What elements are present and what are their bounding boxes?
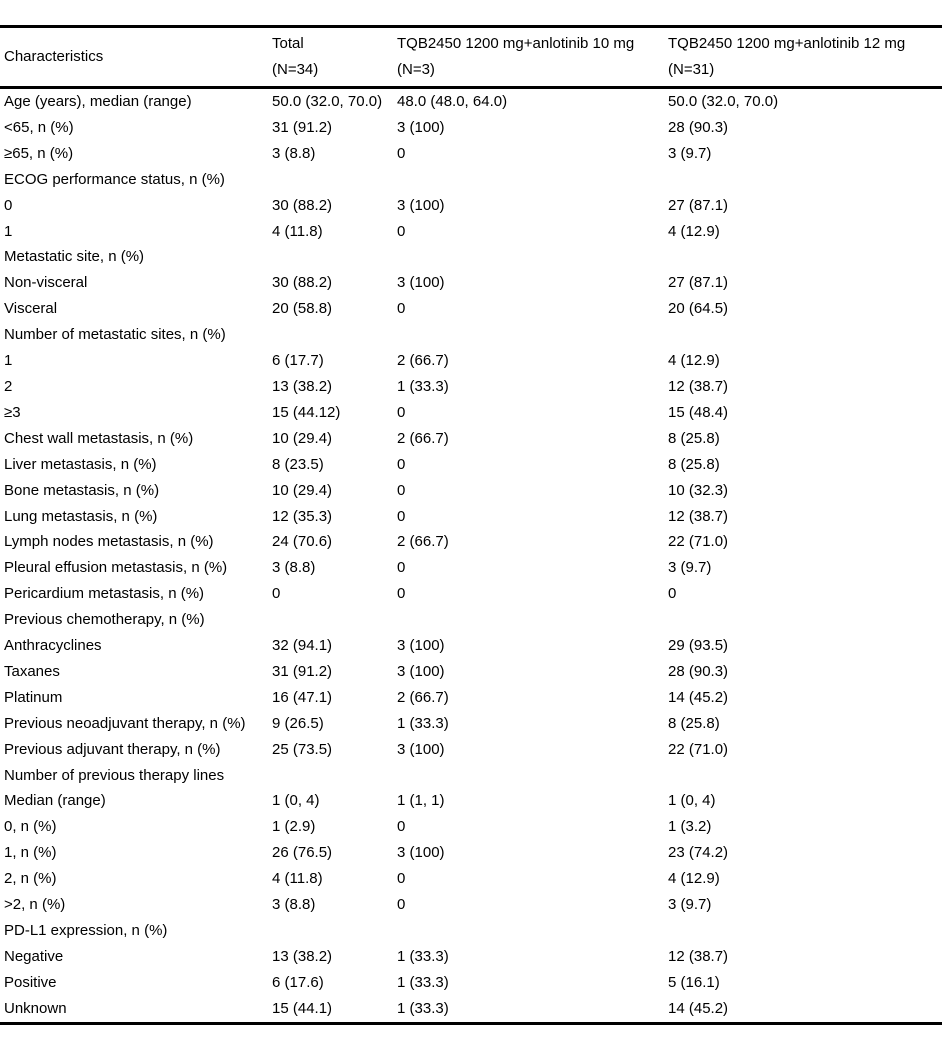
total-value-cell: 3 (8.8) (272, 559, 316, 577)
arm10-value-cell: 3 (100) (397, 196, 445, 214)
arm10-value-cell: 0 (397, 403, 406, 421)
arm10-value-cell: 3 (100) (397, 637, 445, 655)
arm12-value-cell: 4 (12.9) (668, 870, 720, 888)
total-value-cell: 10 (29.4) (272, 429, 333, 447)
table-header (0, 27, 942, 88)
table-row (0, 88, 942, 115)
total-value-cell: 4 (11.8) (272, 870, 323, 888)
characteristic-cell: Non-visceral (4, 274, 88, 292)
characteristic-cell: Visceral (4, 300, 58, 318)
arm10-value-cell: 48.0 (48.0, 64.0) (397, 93, 508, 110)
table-row (0, 788, 942, 814)
total-value-cell: 0 (272, 585, 281, 603)
table-row (0, 996, 942, 1023)
total-value-cell: 15 (44.12) (272, 403, 341, 421)
total-value-cell: 9 (26.5) (272, 714, 324, 732)
header-arm12-line2: (N=31) (668, 61, 715, 78)
table-row (0, 219, 942, 245)
total-value-cell: 3 (8.8) (272, 896, 316, 914)
characteristic-cell: 0 (4, 196, 13, 214)
arm12-value-cell: 28 (90.3) (668, 662, 729, 680)
table-row (0, 892, 942, 918)
arm12-value-cell: 50.0 (32.0, 70.0) (668, 93, 779, 110)
patient-characteristics-table (0, 25, 942, 1025)
table-row (0, 296, 942, 322)
characteristic-cell: 1 (4, 352, 13, 370)
total-value-cell: 26 (76.5) (272, 844, 333, 862)
arm12-value-cell: 12 (38.7) (668, 947, 729, 965)
arm10-value-cell: 1 (33.3) (397, 714, 449, 732)
arm10-value-cell (393, 322, 664, 348)
characteristic-cell: ≥65, n (%) (4, 144, 74, 162)
table-row (0, 374, 942, 400)
characteristic-cell: Liver metastasis, n (%) (4, 455, 157, 473)
total-value-cell: 32 (94.1) (272, 637, 333, 655)
table-row (0, 529, 942, 555)
arm10-value-cell: 0 (397, 222, 406, 240)
header-arm10-line1: TQB2450 1200 mg+anlotinib 10 mg (397, 35, 635, 52)
arm12-value-cell: 22 (71.0) (668, 533, 729, 551)
arm12-value-cell: 22 (71.0) (668, 740, 729, 758)
arm12-value-cell: 1 (0, 4) (668, 792, 716, 810)
table-row (0, 426, 942, 452)
arm10-value-cell: 2 (66.7) (397, 533, 449, 551)
characteristic-cell: Previous neoadjuvant therapy, n (%) (4, 714, 246, 732)
arm12-value-cell: 20 (64.5) (668, 300, 729, 318)
table-row (0, 763, 942, 789)
arm10-value-cell: 2 (66.7) (397, 429, 449, 447)
arm10-value-cell: 0 (397, 144, 406, 162)
table-row (0, 167, 942, 193)
total-value-cell: 31 (91.2) (272, 118, 333, 136)
total-value-cell: 31 (91.2) (272, 662, 333, 680)
characteristic-cell: Metastatic site, n (%) (4, 248, 145, 266)
table-row (0, 918, 942, 944)
arm10-value-cell: 0 (397, 481, 406, 499)
total-value-cell (268, 322, 393, 348)
arm10-value-cell: 1 (33.3) (397, 999, 449, 1017)
header-arm10-line2: (N=3) (397, 61, 435, 78)
total-value-cell (268, 244, 393, 270)
arm12-value-cell: 8 (25.8) (668, 714, 720, 732)
arm12-value-cell (664, 167, 942, 193)
table-row (0, 685, 942, 711)
arm12-value-cell: 3 (9.7) (668, 144, 712, 162)
arm12-value-cell: 15 (48.4) (668, 403, 729, 421)
table-row (0, 504, 942, 530)
arm12-value-cell: 14 (45.2) (668, 688, 729, 706)
table-row (0, 814, 942, 840)
header-total-line2: (N=34) (272, 61, 319, 78)
arm10-value-cell (393, 918, 664, 944)
total-value-cell (268, 607, 393, 633)
arm12-value-cell: 27 (87.1) (668, 274, 729, 292)
arm10-value-cell: 0 (397, 455, 406, 473)
total-value-cell: 13 (38.2) (272, 377, 333, 395)
table-row (0, 944, 942, 970)
header-total (268, 27, 393, 88)
characteristic-cell: Anthracyclines (4, 637, 102, 655)
total-value-cell: 4 (11.8) (272, 222, 323, 240)
header-arm10 (393, 27, 664, 88)
arm10-value-cell: 1 (33.3) (397, 947, 449, 965)
total-value-cell (268, 167, 393, 193)
table-row (0, 244, 942, 270)
arm10-value-cell: 0 (397, 818, 406, 836)
characteristic-cell: Number of previous therapy lines (4, 766, 225, 784)
arm12-value-cell: 12 (38.7) (668, 377, 729, 395)
arm12-value-cell: 8 (25.8) (668, 429, 720, 447)
header-characteristics (0, 27, 268, 88)
characteristic-cell: ECOG performance status, n (%) (4, 170, 225, 188)
characteristic-cell: Chest wall metastasis, n (%) (4, 429, 194, 447)
characteristic-cell: 1 (4, 222, 13, 240)
table-row (0, 840, 942, 866)
characteristic-cell: 2 (4, 377, 13, 395)
characteristic-cell: >2, n (%) (4, 896, 66, 914)
arm12-value-cell (664, 918, 942, 944)
table-row (0, 633, 942, 659)
table-row (0, 193, 942, 219)
characteristic-cell: Median (range) (4, 792, 106, 810)
arm12-value-cell: 0 (668, 585, 677, 603)
total-value-cell: 8 (23.5) (272, 455, 324, 473)
arm10-value-cell (393, 244, 664, 270)
total-value-cell: 1 (0, 4) (272, 792, 320, 810)
table-row (0, 348, 942, 374)
arm10-value-cell: 2 (66.7) (397, 688, 449, 706)
characteristic-cell: Platinum (4, 688, 63, 706)
total-value-cell: 16 (47.1) (272, 688, 333, 706)
arm10-value-cell: 0 (397, 896, 406, 914)
total-value-cell: 25 (73.5) (272, 740, 333, 758)
total-value-cell: 13 (38.2) (272, 947, 333, 965)
table-row (0, 659, 942, 685)
total-value-cell: 1 (2.9) (272, 818, 316, 836)
arm12-value-cell: 10 (32.3) (668, 481, 729, 499)
arm12-value-cell: 28 (90.3) (668, 118, 729, 136)
arm10-value-cell: 3 (100) (397, 662, 445, 680)
total-value-cell: 20 (58.8) (272, 300, 333, 318)
total-value-cell: 6 (17.7) (272, 352, 324, 370)
characteristic-cell: Lymph nodes metastasis, n (%) (4, 533, 214, 551)
table-row (0, 711, 942, 737)
table-row (0, 400, 942, 426)
table-row (0, 581, 942, 607)
header-row (0, 27, 942, 88)
total-value-cell: 30 (88.2) (272, 274, 333, 292)
header-arm12-line1: TQB2450 1200 mg+anlotinib 12 mg (668, 35, 906, 52)
characteristic-cell: Taxanes (4, 662, 60, 680)
arm10-value-cell (393, 763, 664, 789)
characteristic-cell: Pleural effusion metastasis, n (%) (4, 559, 228, 577)
table-row (0, 478, 942, 504)
total-value-cell (268, 918, 393, 944)
arm10-value-cell: 0 (397, 507, 406, 525)
arm12-value-cell: 1 (3.2) (668, 818, 712, 836)
arm12-value-cell (664, 244, 942, 270)
arm12-value-cell: 3 (9.7) (668, 559, 712, 577)
arm12-value-cell: 4 (12.9) (668, 222, 720, 240)
characteristic-cell: Lung metastasis, n (%) (4, 507, 158, 525)
table-row (0, 322, 942, 348)
characteristic-cell: Positive (4, 973, 57, 991)
total-value-cell: 12 (35.3) (272, 507, 333, 525)
arm10-value-cell: 0 (397, 559, 406, 577)
characteristic-cell: PD-L1 expression, n (%) (4, 922, 168, 939)
characteristic-cell: Unknown (4, 999, 67, 1017)
table-row (0, 737, 942, 763)
table-row (0, 452, 942, 478)
arm10-value-cell (393, 167, 664, 193)
arm12-value-cell: 23 (74.2) (668, 844, 729, 862)
table-row (0, 141, 942, 167)
header-arm12 (664, 27, 942, 88)
arm10-value-cell: 2 (66.7) (397, 352, 449, 370)
characteristic-cell: Previous chemotherapy, n (%) (4, 611, 205, 629)
table-row (0, 866, 942, 892)
arm10-value-cell: 0 (397, 300, 406, 318)
arm12-value-cell (664, 607, 942, 633)
arm10-value-cell (393, 607, 664, 633)
arm10-value-cell: 0 (397, 585, 406, 603)
table-row (0, 115, 942, 141)
total-value-cell: 10 (29.4) (272, 481, 333, 499)
arm12-value-cell: 12 (38.7) (668, 507, 729, 525)
characteristic-cell: Number of metastatic sites, n (%) (4, 326, 226, 344)
characteristic-cell: 0, n (%) (4, 818, 57, 836)
total-value-cell: 24 (70.6) (272, 533, 333, 551)
total-value-cell: 6 (17.6) (272, 973, 324, 991)
arm12-value-cell: 5 (16.1) (668, 973, 720, 991)
arm10-value-cell: 3 (100) (397, 844, 445, 862)
total-value-cell: 3 (8.8) (272, 144, 316, 162)
characteristic-cell: Bone metastasis, n (%) (4, 481, 160, 499)
arm12-value-cell: 4 (12.9) (668, 352, 720, 370)
table-body (0, 88, 942, 1024)
total-value-cell: 30 (88.2) (272, 196, 333, 214)
arm12-value-cell: 27 (87.1) (668, 196, 729, 214)
characteristic-cell: Previous adjuvant therapy, n (%) (4, 740, 221, 758)
table-row (0, 270, 942, 296)
characteristic-cell: 1, n (%) (4, 844, 57, 862)
arm10-value-cell: 1 (1, 1) (397, 792, 445, 810)
arm10-value-cell: 0 (397, 870, 406, 888)
table-row (0, 970, 942, 996)
arm10-value-cell: 3 (100) (397, 118, 445, 136)
arm10-value-cell: 3 (100) (397, 274, 445, 292)
arm12-value-cell: 8 (25.8) (668, 455, 720, 473)
arm12-value-cell: 14 (45.2) (668, 999, 729, 1017)
characteristic-cell: 2, n (%) (4, 870, 57, 888)
header-total-line1: Total (272, 35, 304, 52)
arm12-value-cell: 3 (9.7) (668, 896, 712, 914)
characteristic-cell: <65, n (%) (4, 118, 74, 136)
header-characteristics-label: Characteristics (4, 48, 104, 65)
total-value-cell: 50.0 (32.0, 70.0) (272, 93, 383, 110)
arm10-value-cell: 1 (33.3) (397, 377, 449, 395)
characteristic-cell: Age (years), median (range) (4, 93, 192, 110)
total-value-cell: 15 (44.1) (272, 999, 333, 1017)
table-row (0, 555, 942, 581)
arm12-value-cell: 29 (93.5) (668, 637, 729, 655)
arm10-value-cell: 1 (33.3) (397, 973, 449, 991)
arm12-value-cell (664, 322, 942, 348)
characteristic-cell: Pericardium metastasis, n (%) (4, 585, 205, 603)
arm10-value-cell: 3 (100) (397, 740, 445, 758)
characteristic-cell: Negative (4, 947, 64, 965)
characteristic-cell: ≥3 (4, 403, 21, 421)
total-value-cell (268, 763, 393, 789)
table-row (0, 607, 942, 633)
arm12-value-cell (664, 763, 942, 789)
